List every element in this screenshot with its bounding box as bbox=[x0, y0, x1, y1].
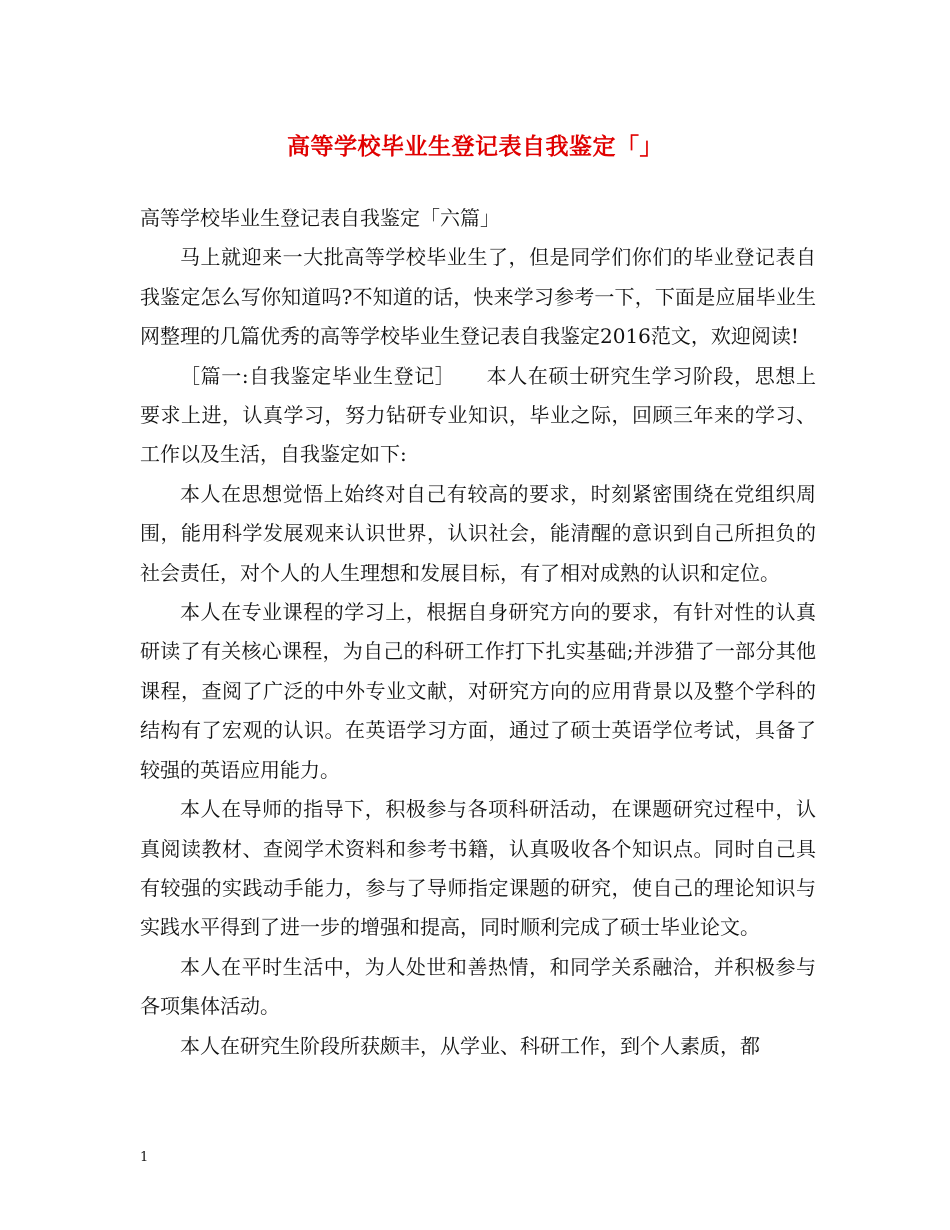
subtitle-paragraph: 高等学校毕业生登记表自我鉴定「六篇」 bbox=[140, 206, 500, 230]
study-paragraph: 本人在专业课程的学习上，根据自身研究方向的要求，有针对性的认真研读了有关核心课程，为自己的科研工作打下扎实基础;并涉猎了一部分其他课程，查阅了广泛的中外专业文献，对研究方向的应用背景以及整个学科的结构有了宏观的认识。在英语学习方面，通过了硕士英语学位考试，具备了较强的英语应用能力。 bbox=[140, 600, 816, 782]
document-title: 高等学校毕业生登记表自我鉴定「」 bbox=[287, 133, 663, 160]
life-paragraph: 本人在平时生活中，为人处世和善热情，和同学关系融洽，并积极参与各项集体活动。 bbox=[140, 954, 816, 1019]
intro-paragraph: 马上就迎来一大批高等学校毕业生了，但是同学们你们的毕业登记表自我鉴定怎么写你知道吗?不知道的话，快来学习参考一下，下面是应届毕业生网整理的几篇优秀的高等学校毕业生登记表自我鉴定2016范文，欢迎阅读! bbox=[140, 245, 816, 349]
summary-paragraph: 本人在研究生阶段所获颇丰，从学业、科研工作，到个人素质，都 bbox=[180, 1033, 760, 1058]
document-body bbox=[140, 199, 816, 1066]
section-one-paragraph: ［篇一:自我鉴定毕业生登记］ 本人在硕士研究生学习阶段，思想上要求上进，认真学习，努力钻研专业知识，毕业之际，回顾三年来的学习、工作以及生活，自我鉴定如下: bbox=[140, 363, 816, 467]
research-paragraph: 本人在导师的指导下，积极参与各项科研活动，在课题研究过程中，认真阅读教材、查阅学术资料和参考书籍，认真吸收各个知识点。同时自己具有较强的实践动手能力，参与了导师指定课题的研究，使自己的理论知识与实践水平得到了进一步的增强和提高，同时顺利完成了硕士毕业论文。 bbox=[140, 797, 816, 940]
thought-paragraph: 本人在思想觉悟上始终对自己有较高的要求，时刻紧密围绕在党组织周围，能用科学发展观来认识世界，认识社会，能清醒的意识到自己所担负的社会责任，对个人的人生理想和发展目标，有了相对成熟的认识和定位。 bbox=[140, 481, 816, 585]
page-number: 1 bbox=[140, 1150, 149, 1165]
